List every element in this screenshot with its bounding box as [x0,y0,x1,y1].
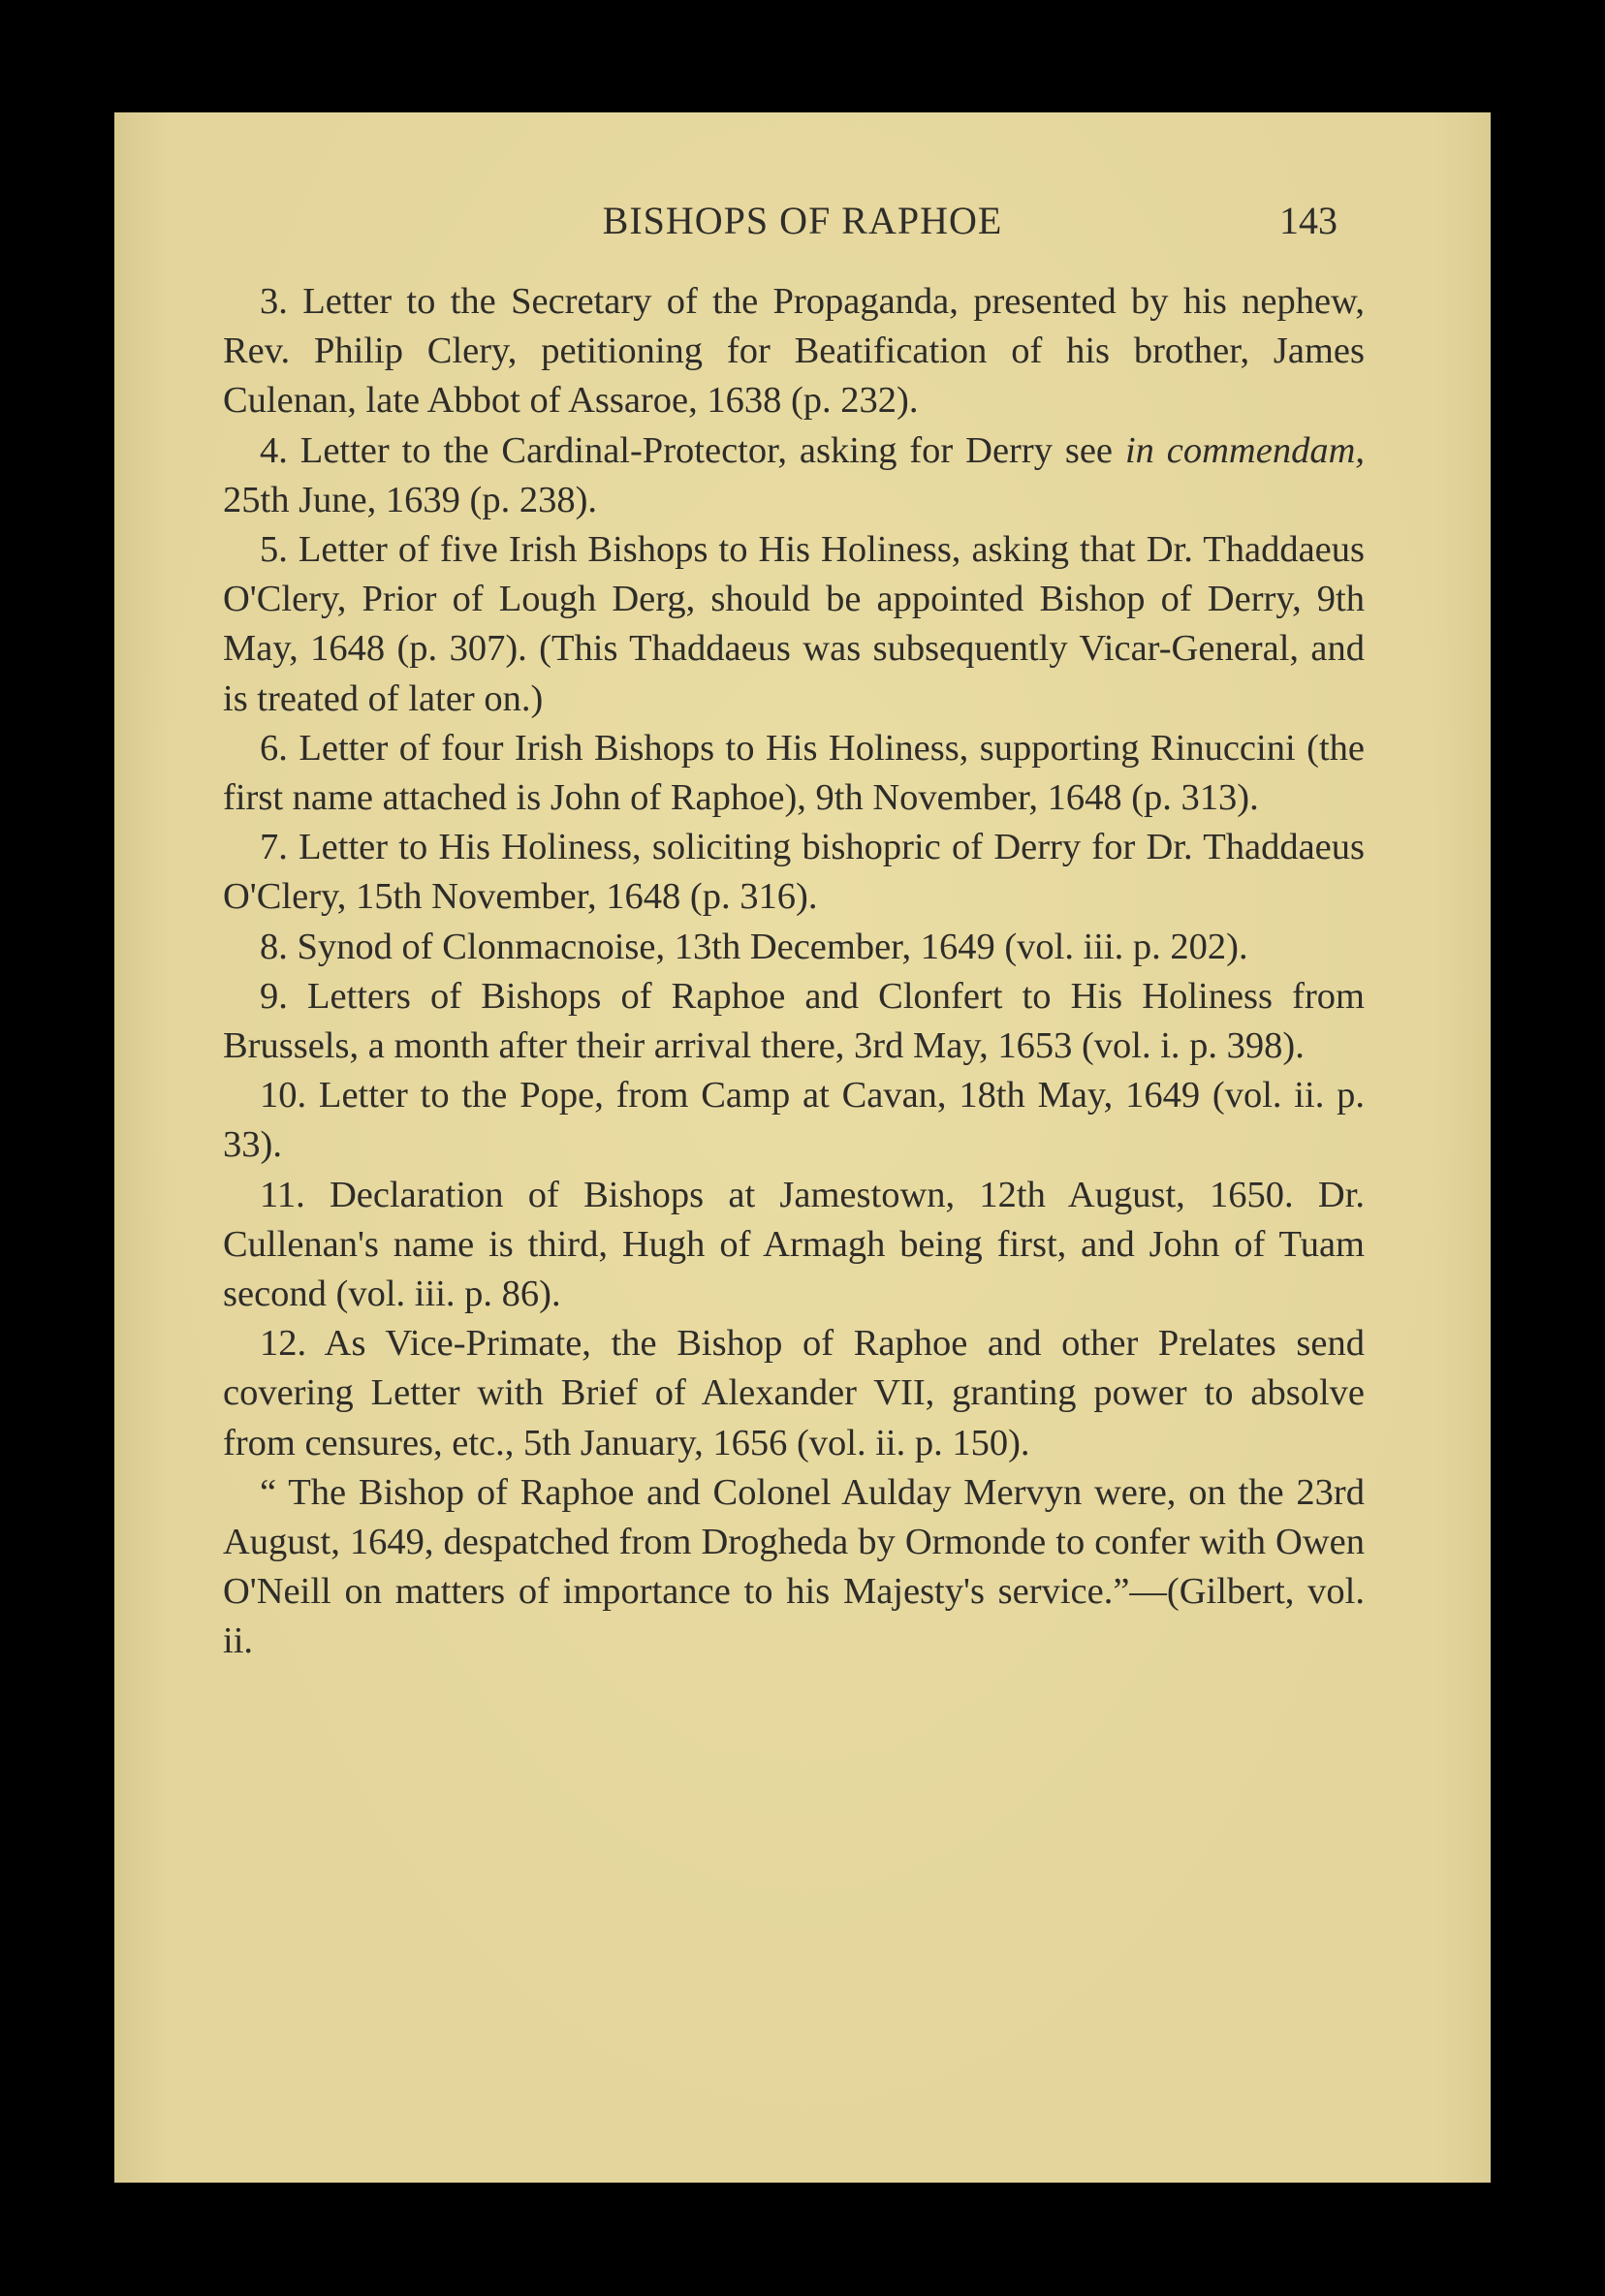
list-item [223,724,1365,823]
item-number: 6. [260,727,288,769]
book-page [114,112,1491,2183]
item-number: 12. [260,1323,307,1365]
item-number: 5. [260,529,288,571]
item-text: Letter to the Pope, from Camp at Cavan, 18th May, 1649 (vol. ii. p. 33). [223,1075,1365,1166]
list-item [223,972,1365,1071]
item-text: Letter to the Cardinal-Protector, asking for Derry see [299,429,1114,471]
closing-quote: “ The Bishop of Raphoe and Colonel Aulday Mervyn were, on the 23rd August, 1649, despatched from Drogheda by Ormonde to confer with Owen O'Neill on matters of importance to his Majesty's service.”—(Gilbert, vol. ii. [223,1471,1365,1662]
item-text: Letter to the Secretary of the Propaganda, presented by his nephew, Rev. Philip Clery, petitioning for Beatification of his brother, James Culenan, late Abbot of Assaroe, 1638 (p. 232). [223,281,1365,422]
item-number: 7. [260,827,288,868]
list-item [223,525,1365,724]
page-header [114,198,1491,256]
list-item [223,1071,1365,1170]
list-item [223,426,1365,525]
running-title: BISHOPS OF RAPHOE [602,199,1003,242]
list-item [223,823,1365,922]
list-item [223,1171,1365,1320]
body-text [223,277,1365,1667]
item-text: 25th June, 1639 (p. 238). [223,479,598,520]
item-emphasis: in commendam, [1124,429,1366,471]
item-text: Declaration of Bishops at Jamestown, 12th August, 1650. Dr. Cullenan's name is third, Hugh of Armagh being first, and John of Tuam second (vol. iii. p. 86). [223,1174,1366,1315]
item-number: 10. [260,1075,307,1117]
list-item [223,923,1365,972]
list-item [223,1319,1365,1468]
item-text: Letter of five Irish Bishops to His Holiness, asking that Dr. Thaddaeus O'Clery, Prior of Lough Derg, should be appointed Bishop of Derry, 9th May, 1648 (p. 307). (This Thaddaeus was subsequently Vicar-General, and is treated of later on.) [223,529,1365,719]
item-text: Letter of four Irish Bishops to His Holiness, supporting Rinuccini (the first name attached is John of Raphoe), 9th November, 1648 (p. 313). [223,727,1365,819]
item-number: 11. [260,1174,305,1215]
item-number: 8. [260,926,288,967]
item-number: 4. [260,429,288,471]
item-text: Synod of Clonmacnoise, 13th December, 1649 (vol. iii. p. 202). [297,926,1248,967]
item-number: 9. [260,975,288,1017]
page-number: 143 [1279,199,1338,242]
item-number: 3. [260,281,288,322]
item-text: Letter to His Holiness, soliciting bishopric of Derry for Dr. Thaddaeus O'Clery, 15th November, 1648 (p. 316). [223,827,1365,918]
item-text: As Vice-Primate, the Bishop of Raphoe and other Prelates send covering Letter with Brief of Alexander VII, granting power to absolve from censures, etc., 5th January, 1656 (vol. ii. p. 150). [223,1323,1365,1463]
list-item [223,277,1365,426]
item-text: Letters of Bishops of Raphoe and Clonfert to His Holiness from Brussels, a month after their arrival there, 3rd May, 1653 (vol. i. p. 398). [223,975,1366,1067]
